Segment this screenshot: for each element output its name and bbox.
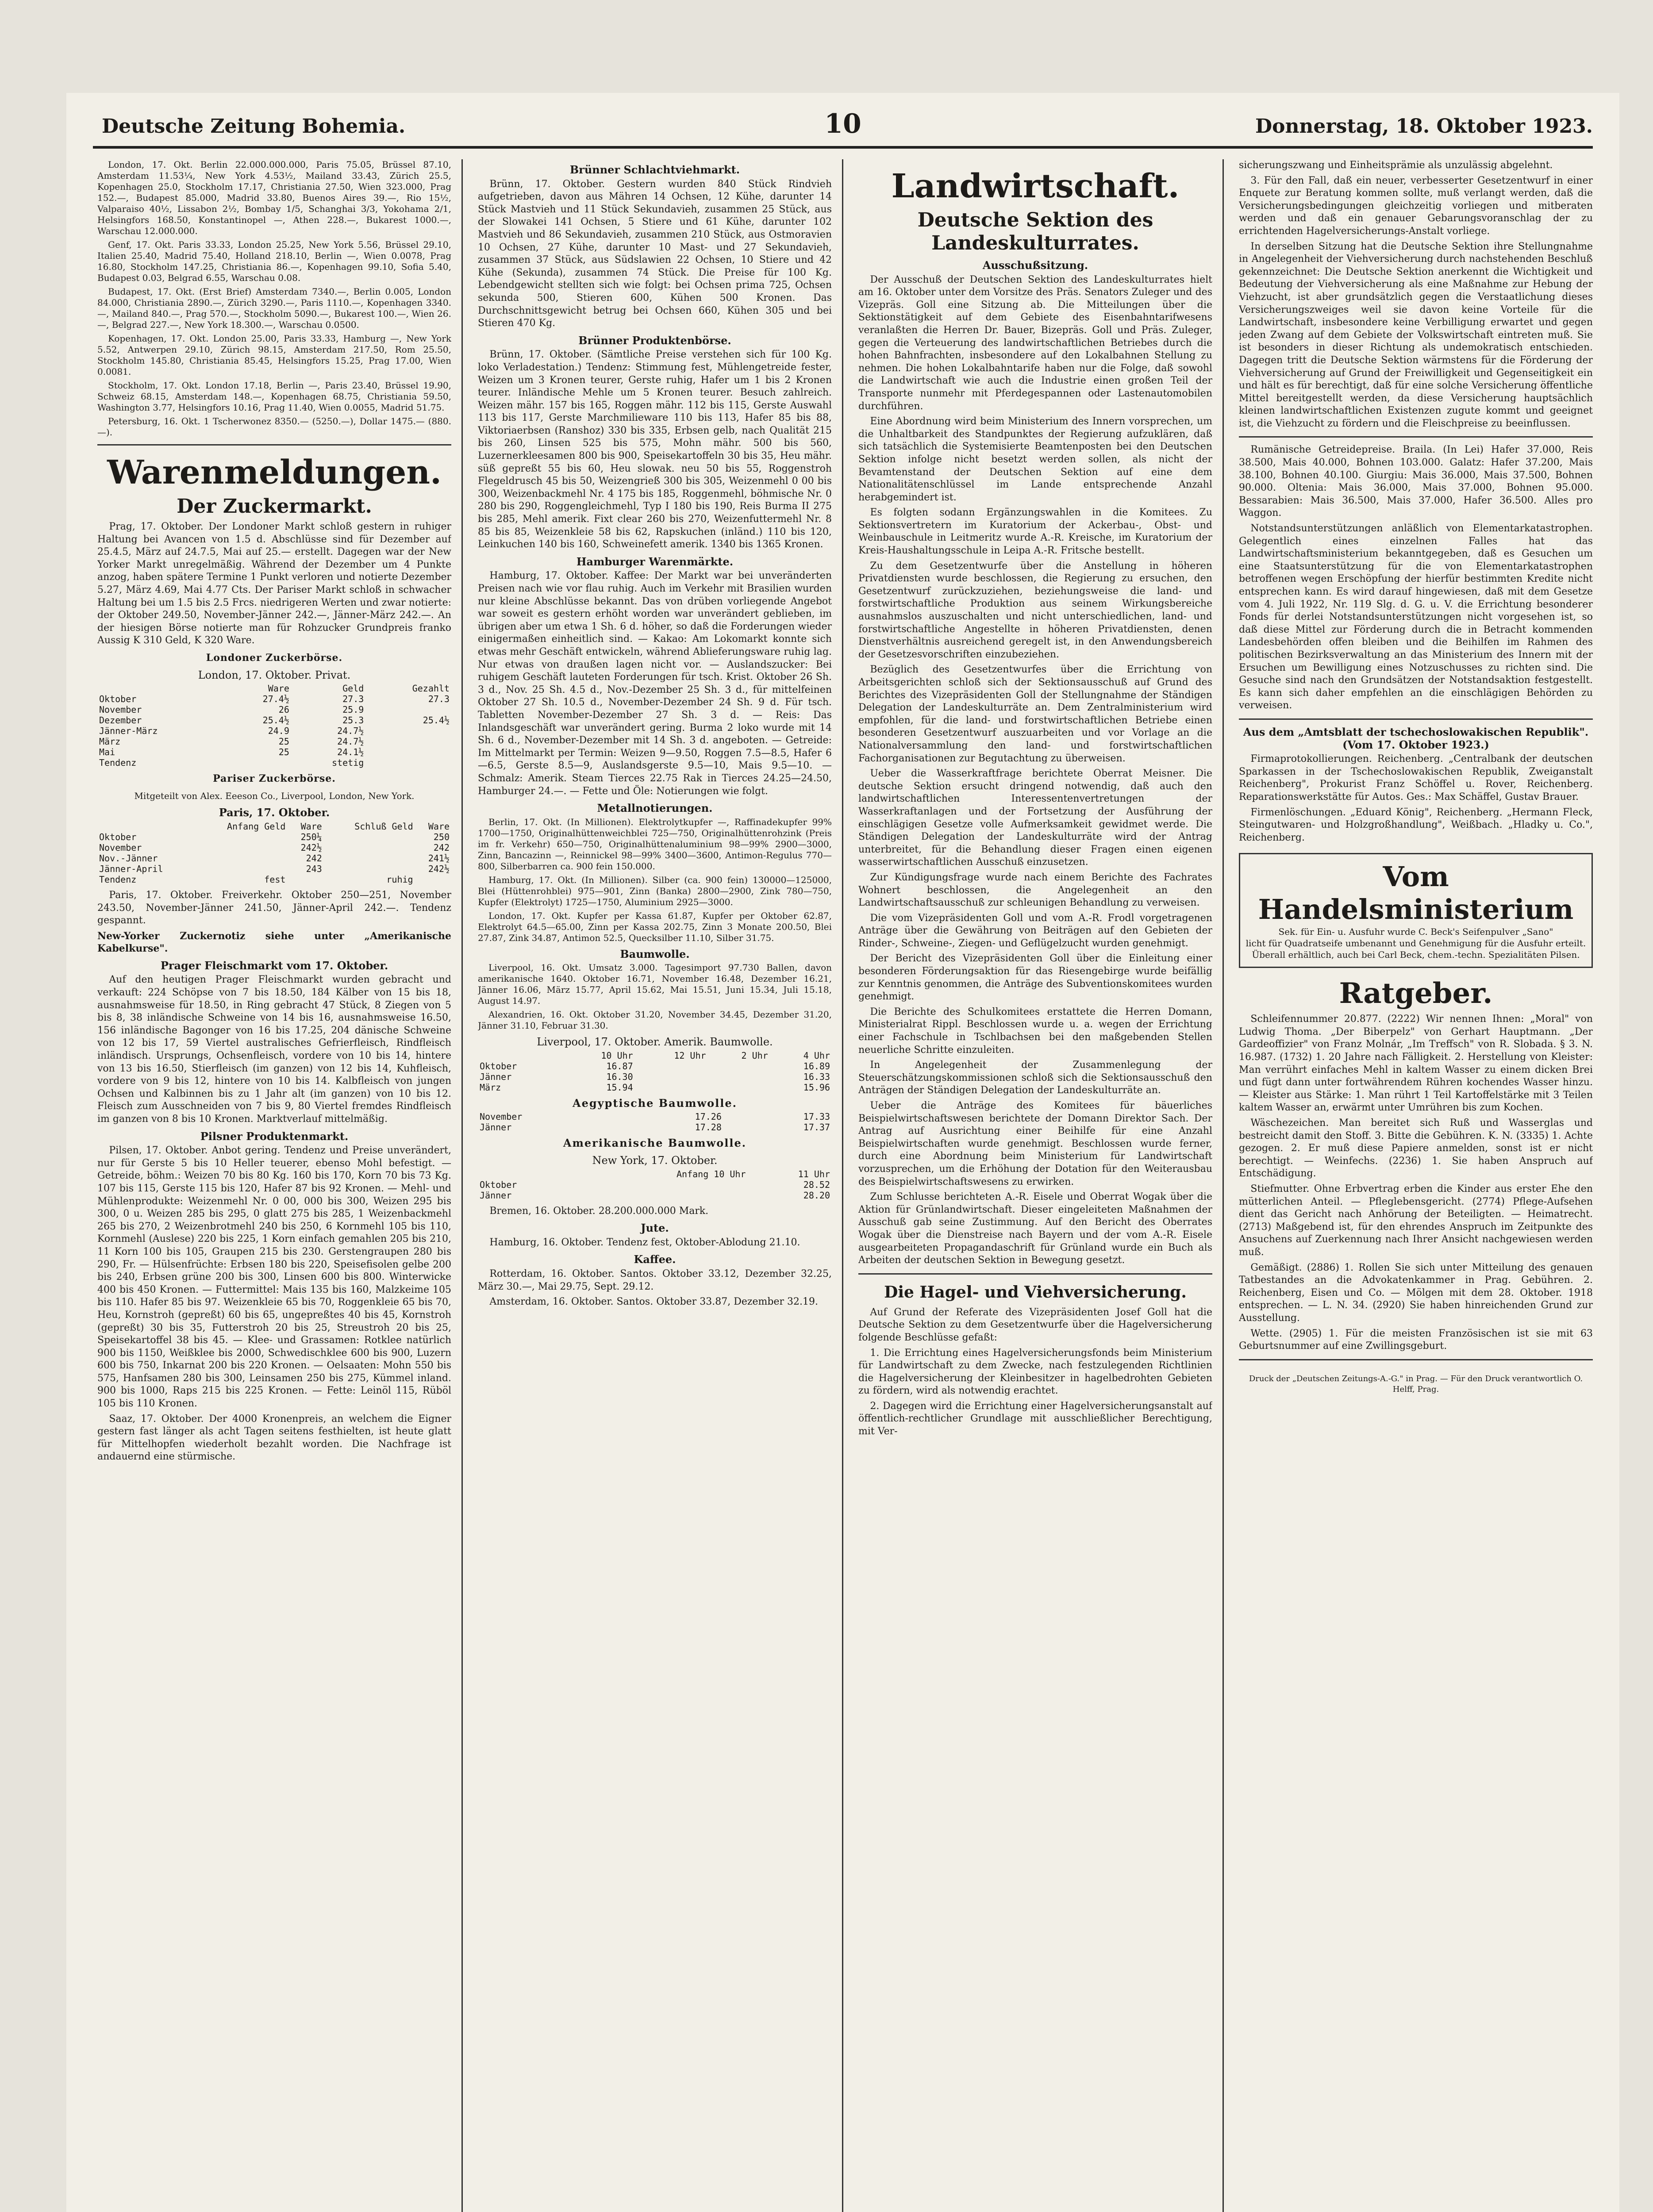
article-paragraph: Auf Grund der Referate des Vizepräsidenten Josef Goll hat die Deutsche Sektion zu dem Gesetzentwurfe über die Hagelversicherung folgende Beschlüsse gefaßt: [858, 1306, 1212, 1343]
table-cell: Nov.-Jänner [99, 853, 158, 864]
article-paragraph: Alexandrien, 16. Okt. Oktober 31.20, November 34.45, Dezember 31.20, Jänner 31.10, Februar 31.30. [478, 1009, 832, 1031]
table-row [97, 853, 451, 864]
table-cell: 17.33 [803, 1111, 830, 1122]
article-paragraph: Petersburg, 16. Okt. 1 Tscherwonez 8350.— (5250.—), Dollar 1475.— (880.—). [97, 416, 451, 438]
article-paragraph: Berlin, 17. Okt. (In Millionen). Elektrolytkupfer —, Raffinadekupfer 99% 1700—1750, Originalhüttenweichblei 725—750, Originalhüttenrohzink (Preis im fr. Verkehr) 650—750, Originalhüttenaluminium 98—99% 2900—3000, Zinn, Bancazinn —, Reinnickel 98—99% 3400—3600, Antimon-Regulus 770—800, Silberbarren ca. 900 fein 150.000. [478, 816, 832, 872]
table-row [97, 726, 451, 736]
table-cell [196, 853, 288, 864]
column-header [478, 1050, 562, 1061]
article-headline: Kaffee. [634, 1253, 676, 1266]
article-paragraph: Brünn, 17. Oktober. (Sämtliche Preise verstehen sich für 100 Kg. loko Verladestation.) Tendenz: Stimmung fest, Mühlengetreide fester, Weizen um 3 Kronen teurer, Gerste ruhig, Hafer um 1 bis 2 Kronen teurer. Inländische Mehle um 5 Kronen teurer. Besuch zahlreich. Weizen mähr. 157 bis 165, Roggen mähr. 112 bis 115, Gerste Auswahl 113 bis 117, Gerste Marchmilieware 110 bis 113, Hafer 85 bis 88, Viktoriaerbsen (Ranshoz) 330 bis 335, Erbsen gelb, nach Qualität 215 bis 260, Linsen 525 bis 575, Mohn mähr. 500 bis 560, Luzernerkleesamen 800 bis 900, Speisekartoffeln 30 bis 35, Heu mähr. süß gepreßt 55 bis 60, Heu slowak. neu 50 bis 55, Roggenstroh Flegeldrusch 45 bis 50, Weizengrieß 300 bis 305, Weizenmehl 0 00 bis 300, Weizenbackmehl Nr. 4 175 bis 185, Roggenmehl, böhmische Nr. 0 280 bis 290, Roggengleichmehl, Typ I 180 bis 190, Reis Burma II 275 bis 285, Mehl amerik. Fixt clear 260 bis 270, Weizenfuttermehl Nr. 8 85 bis 85, Weizenkleie 58 bis 62, Rapskuchen (inländ.) 110 bis 120, Leinkuchen 140 bis 160, Schweinefett amerik. 1340 bis 1365 Kronen. [478, 349, 832, 550]
table-cell: 28.20 [803, 1190, 830, 1201]
table-row [97, 842, 451, 853]
table-cell: 16.87 [606, 1060, 633, 1071]
table-subheading: Paris, 17. Oktober. [219, 806, 330, 819]
table-cell: 242½ [428, 863, 450, 874]
table-cell: 15.96 [803, 1082, 830, 1093]
table-row [97, 874, 451, 885]
table-cell: 24.7½ [337, 736, 364, 747]
article-paragraph: Budapest, 17. Okt. (Erst Brief) Amsterdam 7340.—, Berlin 0.005, London 84.000, Christiania 2890.—, Zürich 3290.—, Paris 1110.—, Kopenhagen 3340.—, Mailand 840.—, Prag 570.—, Stockholm 5090.—, Bukarest 100.—, Wien 26.—, Belgrad 227.—, New York 18.300.—, Warschau 0.0500. [97, 286, 451, 330]
article-paragraph: Saaz, 17. Oktober. Der 4000 Kronenpreis, an welchem die Eigner gestern fast länger als acht Tagen seitens festhielten, ist heute glatt für Mittelhopfen wiederholt bezahlt worden. Die Nachfrage ist andauernd eine stürmische. [97, 1413, 451, 1463]
article-headline: Prager Fleischmarkt vom 17. Oktober. [160, 959, 388, 972]
article-paragraph: Hamburg, 17. Oktober. Kaffee: Der Markt war bei unveränderten Preisen nach wie vor flau ruhig. Auch im Verkehr mit Brasilien wurden nur kleine Abschlüsse bekannt. Das von drüben vorliegende Angebot war soweit es gestern erhöht worden war unverändert geblieben, im übrigen aber um etwa 1 Sh. 6 d. höher, so daß die Forderungen wieder einigermaßen einheitlich sind. — Kakao: Am Lokomarkt konnte sich etwas mehr Geschäft entwickeln, während Ablieferungsware ruhig lag. Nur etwas von draußen lagen nicht vor. — Auslandszucker: Bei ruhigem Geschäft lauteten Forderungen für tsch. Krist. Oktober 26 Sh. 3 d., Nov. 25 Sh. 4.5 d., Nov.-Dezember 25 Sh. 3 d., für mittelfeinen Oktober 27 Sh. 10.5 d., November-Dezember 24 Sh. 9 d. Für tsch. Tabletten November-Dezember 27 Sh. 3 d. — Reis: Das Inlandsgeschäft war unverändert gering. Burma 2 loko wurde mit 14 Sh. 6 d., November-Dezember mit 14 Sh. 3 d. angeboten. — Getreide: Im Mittelmarkt per Termin: Weizen 9—9.50, Roggen 7.5—8.5, Hafer 6—6.5, Gerste 8.5—9, Auslandsgerste 9.5—10, Mais 9.5—10. — Schmalz: Amerik. Steam Tierces 22.75 Rak in Tierces 24.25—24.50, Hamburger 24.—. — Fette und Öle: Notierungen wie folgt. [478, 570, 832, 797]
masthead [66, 108, 1619, 146]
column-header: 4 Uhr [803, 1050, 830, 1061]
table-heading: Pariser Zuckerbörse. [213, 773, 336, 785]
page-number: 10 [824, 108, 861, 139]
table-cell: 15.94 [606, 1082, 633, 1093]
table-cell [365, 757, 451, 768]
table-cell: November [480, 1111, 523, 1122]
advertisement-text: Überall erhältlich, auch bei Carl Beck, chem.-techn. Spezialitäten Pilsen. [1252, 949, 1580, 960]
table-cell: 24.1½ [337, 747, 364, 758]
table-row [478, 1111, 832, 1122]
article-paragraph: Ueber die Wasserkraftfrage berichtete Oberrat Meisner. Die deutsche Sektion ersucht dringend notwendig, daß auch den landwirtschaftlichen Interessentenvertretungen der Wasserkraftanlagen und der Fortsetzung der Ausführung der einschlägigen Gesetze volle Aufmerksamkeit gewidmet werde. Die Ständigen Delegation der Landeskulturräte wird der Antrag unterbreitet, für die Behandlung dieser Fragen einen eigenen wasserwirtschaftlichen Ausschuß einzusetzen. [858, 768, 1212, 868]
table-cell: Oktober [99, 831, 137, 842]
column-3 [858, 159, 1212, 2212]
table-cell: Jänner-April [99, 863, 163, 874]
masthead-date: Donnerstag, 18. Oktober 1923. [1255, 115, 1593, 138]
table-cell [196, 842, 288, 853]
table-cell: Oktober [99, 694, 137, 705]
table-subheading: London, 17. Oktober. Privat. [198, 668, 351, 681]
table-cell [324, 864, 415, 874]
column-rule [461, 159, 463, 2212]
table-cell: fest [264, 874, 286, 885]
table-cell: 25 [278, 747, 289, 758]
section-divider [1239, 718, 1593, 720]
table-cell: März [480, 1082, 501, 1093]
column-header: Ware [428, 821, 450, 832]
article-paragraph: Schleifennummer 20.877. (2222) Wir nennen Ihnen: „Moral" von Ludwig Thoma. „Der Biberpelz" von Gerhart Hauptmann. „Der Gardeoffizier" von Franz Molnár, „Im Treffsch" von R. Slobada. § 3. N. 16.987. (1732) 1. 20 Jahre nach Fälligkeit. 2. Herstellung von Kleister: Man verrührt einfaches Mehl in kaltem Wasser zu einem dicken Brei und fügt dann unter fortwährendem Rühren kochendes Wasser hinzu. — Kleister aus Stärke: 1. Man rührt 1 Teil Kartoffelstärke mit 3 Teilen kaltem Wasser an, erwärmt unter Umrühren bis zum Kochen. [1239, 1014, 1593, 1114]
article-paragraph: Zur Kündigungsfrage wurde nach einem Berichte des Fachrates Wohnert beschlossen, die Angelegenheit an den Landwirtschaftsausschuß zur schleunigen Behandlung zu verweisen. [858, 872, 1212, 909]
table-cell: 28.52 [803, 1179, 830, 1190]
article-headline: Brünner Schlachtviehmarkt. [569, 163, 740, 176]
table-cell [708, 1082, 770, 1093]
table-cell [708, 1071, 770, 1082]
section-headline: Warenmeldungen. [107, 453, 442, 492]
article-headline: Pilsner Produktenmarkt. [200, 1129, 349, 1143]
table-cell [324, 832, 415, 842]
table-cell: 27.3 [428, 694, 450, 705]
table-cell: 250 [433, 831, 450, 842]
table-cell: 241½ [428, 853, 450, 864]
column-header: Anfang Geld [227, 821, 286, 832]
table-cell: 25.4½ [423, 715, 450, 726]
table-cell [708, 1061, 770, 1071]
table-cell: Tendenz [99, 757, 137, 768]
column-header [97, 683, 228, 694]
article-paragraph: Hamburg, 16. Oktober. Tendenz fest, Oktober-Ablodung 21.10. [489, 1237, 800, 1248]
advertisement-headline: Vom Handelsministerium [1258, 860, 1574, 926]
table-cell [365, 726, 451, 736]
article-paragraph: Gemäßigt. (2886) 1. Rollen Sie sich unter Mitteilung des genauen Tatbestandes an die Advokatenkammer in Prag. Gebühren. 2. Reichenberg, Eisen und Co. — Mölgen mit dem 28. Oktober. 1918 entsprechen. — L. N. 34. (2920) Sie haben hinreichenden Grund zur Ausstellung. [1239, 1262, 1593, 1324]
column-rule [1222, 159, 1224, 2212]
table-cell: 25 [278, 736, 289, 747]
table-cell [196, 864, 288, 874]
paris-sugar-table [97, 821, 451, 885]
article-paragraph: Pilsen, 17. Oktober. Anbot gering. Tendenz und Preise unverändert, nur für Gerste 5 bis 10 Heller teuerer, ebenso Mohl befestigt. — Getreide, böhm.: Weizen 70 bis 80 Kg. 160 bis 170, Korn 70 bis 73 Kg. 107 bis 115, Gerste 115 bis 120, Hafer 87 bis 92 Kronen. — Mehl- und Mühlenprodukte: Weizenmehl Nr. 0 00, 000 bis 300, Weizen 295 bis 300, 0 u. Weizen 285 bis 295, 0 glatt 275 bis 285, 1 Weizenbackmehl 265 bis 270, 2 Weizenbrotmehl 240 bis 250, 6 Kornmehl 105 bis 110, Kornmehl (Auslese) 220 bis 225, 1 Korn einfach gemahlen 205 bis 210, 11 Korn 100 bis 105, Graupen 215 bis 230. Gerstengraupen 280 bis 290, Fr. — Hülsenfrüchte: Erbsen 180 bis 220, Speisefisolen gelbe 200 bis 240, Erbsen grüne 200 bis 300, Linsen 600 bis 800. Winterwicke 400 bis 450 Kronen. — Futtermittel: Mais 135 bis 160, Malzkeime 105 bis 110. Hafer 85 bis 97. Weizenkleie 65 bis 70, Roggenkleie 65 bis 70, Heu, Kornstroh (gepreßt) 60 bis 65, ungepreßtes 40 bis 45, Kornstroh (gepreßt) 30 bis 35, Futterstroh 20 bis 25, Streustroh 20 bis 25, Speisekartoffel 38 bis 45. — Klee- und Grassamen: Rotklee natürlich 900 bis 1150, Weißklee bis 2000, Schwedischklee 600 bis 900, Luzern 600 bis 750, Inkarnat 200 bis 220 Kronen. — Oelsaaten: Mohn 550 bis 575, Hanfsamen 280 bis 300, Leinsamen 250 bis 275, Kümmel inland. 900 bis 1000, Raps 215 bis 225 Kronen. — Fette: Leinöl 115, Rüböl 105 bis 110 Kronen. [97, 1145, 451, 1409]
article-paragraph: Zum Schlusse berichteten A.-R. Eisele und Oberrat Wogak über die Aktion für Grünlandwirtschaft. Dieser eingeleiteten Maßnahmen der Ausschuß gab seine Zustimmung. Auf den Bericht des Oberrates Wogak über die Dienstreise nach Bayern und der vom A.-R. Eisele ausgearbeiteten Propagandaschrift für Grünland wurde ein Buch als Arbeiten der deutschen Sektion in Bewegung gesetzt. [858, 1191, 1212, 1266]
table-cell [415, 874, 451, 885]
cotton-prices [478, 962, 832, 1031]
article-headline: Die Hagel- und Viehversicherung. [884, 1283, 1187, 1302]
article-paragraph: Brünn, 17. Oktober. Gestern wurden 840 Stück Rindvieh aufgetrieben, davon aus Mähren 14 Ochsen, 12 Kühe, darunter 14 Stück Mastvieh und 11 Stück Sekundavieh, zusammen 25 Stück, aus der Slowakei 141 Ochsen, 5 Stiere und 61 Kühe, darunter 102 Mastvieh und 86 Sekundavieh, zusammen 210 Stück, aus Ostmoravien 10 Ochsen, 27 Kühe, darunter 10 Mast- und 27 Sekundavieh, zusammen 37 Stück, aus Südslawien 22 Ochsen, 10 Stiere und 42 Kühe (Sekunda), zusammen 74 Stück. Die Preise für 100 Kg. Lebendgewicht stellten sich wie folgt: bei Ochsen prima 725, Ochsen sekunda 500, Stieren 600, Kühen 500 Kronen. Das Durchschnittsgewicht betrug bei Ochsen 660, Kühen 305 und bei Stieren 470 Kg. [478, 178, 832, 329]
article-paragraph: Notstandsunterstützungen anläßlich von Elementarkatastrophen. Gelegentlich eines einzelnen Falles hat das Landwirtschaftsministerium bekanntgegeben, daß es Gesuchen um eine Staatsunterstützung für die von Elementarkatastrophen betroffenen wegen Erschöpfung der hierfür bestimmten Kredite nicht entsprechen kann. Es wird darauf hingewiesen, daß mit dem Gesetze vom 4. Juli 1922, Nr. 119 Slg. d. G. u. V. die Errichtung besonderer Fonds für derlei Notstandsunterstützungen nicht vorgesehen ist, so daß diese Mittel zur Förderung durch die in Betracht kommenden Landesbehörden offen bleiben und die Beihilfen im Rahmen des politischen Bezirksverwaltung an das Ministerium des Innern mit der Ersuchen um Bewilligung eines Notzuschusses zu richten sind. Die Gesuche sind nach den Grundsätzen der Notstandsaktion festgestellt. Es kann sich daher empfehlen an die einschlägigen Behörden zu verweisen. [1239, 523, 1593, 711]
table-cell [324, 842, 415, 853]
table-heading: Liverpool, 17. Oktober. Amerik. Baumwolle. [537, 1036, 773, 1048]
advertisement-text: licht für Quadratseife umbenannt und Genehmigung für die Ausfuhr erteilt. [1246, 938, 1586, 949]
article-paragraph: Genf, 17. Okt. Paris 33.33, London 25.25, New York 5.56, Brüssel 29.10, Italien 25.40, Madrid 75.40, Holland 218.10, Berlin —, Wien 0.0078, Prag 16.80, Stockholm 147.25, Christiania 86.—, Kopenhagen 99.10, Sofia 5.40, Budapest 0.03, Belgrad 6.55, Warschau 0.08. [97, 239, 451, 283]
article-paragraph: Zu dem Gesetzentwurfe über die Anstellung in höheren Privatdiensten wurde beschlossen, die Regierung zu ersuchen, den Gesetzentwurf zurückzuziehen, beziehungsweise die land- und forstwirtschaftliche Produktion aus seinem Wirkungsbereiche ausnahmslos auszuschalten und nicht unterschiedlichen, land- und forstwirtschaftliche Angestellte in höheren Privatdiensten, denen Dienstverhältnis ausreichend geregelt ist, in den Anwendungsbereich der Gesetzesvorschriften einzubeziehen. [858, 560, 1212, 660]
article-paragraph: Es folgten sodann Ergänzungswahlen in die Komitees. Zu Sektionsvertretern im Kuratorium der Ackerbau-, Obst- und Weinbauschule in Leitmeritz wurde A.-R. Kreische, im Kuratorium der Kreis-Haushaltungsschule in Leipa A.-R. Fritsche bestellt. [858, 507, 1212, 557]
table-cell [635, 1061, 708, 1071]
article-paragraph: Prag, 17. Oktober. Der Londoner Markt schloß gestern in ruhiger Haltung bei Avancen von 1.5 d. Abschlüsse sind für Dezember auf 25.4.5, März auf 24.7.5, Mai auf 25.— erstellt. Dagegen war der New Yorker Markt unregelmäßig. Während der Dezember um 4 Punkte anzog, haben spätere Termine 1 Punkt verloren und notierte Dezember 5.27, März 4.69, Mai 4.77 Cts. Der Pariser Markt schloß in schwacher Haltung bei um 1.5 bis 2.5 Frcs. niedrigeren Werten und zwar notierte: der Oktober 249.50, November-Jänner 242.—, Jänner-März 242.—. An der hiesigen Börse notierte man für Rohzucker Grundpreis franko Aussig K 310 Geld, K 320 Ware. [97, 521, 451, 646]
table-header-row [97, 683, 451, 694]
table-cell [723, 1122, 735, 1133]
table-cell: 16.30 [606, 1071, 633, 1082]
article-paragraph: Stiefmutter. Ohne Erbvertrag erben die Kinder aus erster Ehe den mütterlichen Anteil. — Pfleglebensgericht. (2774) Pflege-Aufsehen dient das Gericht nach Anhörung der Beteiligten. — Heimatrecht. (2713) Maßgebend ist, für den ehrendes Anspruch im Zeitpunkte des Ansuchens auf Zuerkennung nach Ihrer Ansicht nachgewiesen werden muß. [1239, 1183, 1593, 1258]
article-paragraph: Stockholm, 17. Okt. London 17.18, Berlin —, Paris 23.40, Brüssel 19.90, Schweiz 68.15, Amsterdam 148.—, Kopenhagen 68.75, Christiania 59.50, Washington 3.77, Helsingfors 10.16, Prag 11.40, Wien 0.0055, Madrid 51.75. [97, 380, 451, 413]
table-cell [287, 874, 323, 885]
table-header-row [478, 1169, 832, 1179]
egyptian-cotton-table [478, 1111, 832, 1133]
table-cell: Dezember [99, 715, 142, 726]
article-headline: Brünner Produktenbörse. [578, 334, 731, 347]
article-paragraph: Wette. (2905) 1. Für die meisten Französischen ist sie mit 63 Geburtsnummer auf eine Zwillingsgeburt. [1239, 1328, 1593, 1352]
article-paragraph: 1. Die Errichtung eines Hagelversicherungsfonds beim Ministerium für Landwirtschaft zu dem Zwecke, nach festzulegenden Richtlinien die Hagelversicherung der Kleinbesitzer in hagelbedrohten Gebieten zu fördern, wird als notwendig erachtet. [858, 1347, 1212, 1397]
table-cell: Oktober [480, 1060, 517, 1071]
section-divider [1239, 1359, 1593, 1360]
table-cell [365, 747, 451, 757]
article-paragraph: 3. Für den Fall, daß ein neuer, verbesserter Gesetzentwurf in einer Enquete zur Beratung kommen sollte, muß verlangt werden, daß die Versicherungsbedingungen gleichzeitig vorliegen und mitberaten werden und daß ein genauer Gebarungsvoranschlag der zu errichtenden Hagelversicherungs-Anstalt vorliege. [1239, 175, 1593, 237]
table-cell: 242½ [300, 842, 322, 853]
table-row [97, 747, 451, 757]
table-cell: Tendenz [99, 874, 137, 885]
table-cell: 17.37 [803, 1122, 830, 1133]
article-paragraph: Hamburg, 17. Okt. (In Millionen). Silber (ca. 900 fein) 130000—125000, Blei (Hüttenrohblei) 975—901, Zinn (Banka) 2800—2900, Zink 780—750, Kupfer (Elektrolyt) 1725—1750, Aluminium 2925—3000. [478, 874, 832, 907]
table-cell: 25.3 [342, 715, 364, 726]
table-cell [575, 1179, 748, 1190]
article-paragraph: Auf den heutigen Prager Fleischmarkt wurden gebracht und verkauft: 224 Schöpse von 7 bis 18.50, 184 Kälber von 15 bis 18, ausnahmsweise für 18.50, in Ring gebracht 47 Stück, 8 Ziegen von 5 bis 8, 38 inländische Schweine von 14 bis 16, ausnahmsweise 16.50, 156 inländische Bagonger von 16 bis 17.25, 204 dänische Schweine von 12 bis 17, 59 Viertel australisches Gefrierfleisch, Rindfleisch inländisch. Ursprungs, Ochsenfleisch, vordere von 10 bis 14, hintere von 13 bis 16.50, Stierfleisch (im ganzen) von 12 bis 14, Kuhfleisch, vordere von 9 bis 12, hintere von 10 bis 14. Kalbfleisch von jungen Ochsen und Kalbinnen bis zu 1 Jahr alt (im ganzen) von 10 bis 12. Fleisch zum Ausschneiden von 7 bis 9, 80 Viertel fremdes Rindfleisch im ganzen von 8 bis 10 Kronen. Marktverlauf mittelmäßig. [97, 974, 451, 1125]
article-paragraph: London, 17. Okt. Kupfer per Kassa 61.87, Kupfer per Oktober 62.87, Elektrolyt 64.5—65.00, Zinn per Kassa 202.75, Zinn 3 Monate 200.50, Blei 27.87, Zink 34.87, Antimon 52.5, Quecksilber 11.10, Silber 31.75. [478, 910, 832, 943]
table-cell: 250¼ [300, 831, 322, 842]
table-cell: März [99, 736, 121, 747]
london-sugar-table [97, 683, 451, 768]
article-headline: Deutsche Sektion des Landeskulturrates. [917, 209, 1153, 254]
column-4 [1239, 159, 1593, 2212]
article-subheading: Ausschußsitzung. [982, 259, 1088, 272]
article-paragraph: Der Bericht des Vizepräsidenten Goll über die Einleitung einer besonderen Förderungsaktion für das Riesengebirge wurde beifällig zur Kenntnis genommen, die Anträge des Subventionskomitees wurden genehmigt. [858, 953, 1212, 1002]
table-row [97, 864, 451, 874]
newspaper-page [66, 93, 1619, 2212]
metal-prices [478, 817, 832, 944]
table-heading: Aegyptische Baumwolle. [572, 1096, 737, 1110]
article-paragraph: Die Berichte des Schulkomitees erstattete die Herren Domann, Ministerialrat Rippl. Beschlossen wurde u. a. wegen der Errichtung einer Fachschule in Tschlbachsen bei den maßgebenden Stellen neuerliche Schritte einzuleiten. [858, 1006, 1212, 1056]
table-cell: 16.33 [803, 1071, 830, 1082]
table-cell: Oktober [480, 1179, 517, 1190]
table-cell [723, 1111, 735, 1122]
article-headline: Aus dem „Amtsblatt der tschechoslowakischen Republik". (Vom 17. Oktober 1923.) [1243, 725, 1589, 751]
table-cell: Jänner [480, 1071, 512, 1082]
table-cell [365, 736, 451, 747]
american-cotton-table [478, 1169, 832, 1201]
table-subheading: New York, 17. Oktober. [592, 1154, 718, 1167]
article-paragraph: Bezüglich des Gesetzentwurfes über die Errichtung von Arbeitsgerichten schloß sich der Sektionsausschuß auf Grund des Berichtes des Vizepräsidenten Goll der Stellungnahme der Ständigen Delegation der Landeskulturräte an. Dem Zentralministerium wird empfohlen, für die land- und forstwirtschaftlichen Betriebe einen besonderen Gesetzentwurf auszuarbeiten und vor Vorlage an die Nationalversammlung den land- und forstwirtschaftlichen Fachorganisationen zur Begutachtung zu überweisen. [858, 664, 1212, 764]
article-paragraph: sicherungszwang und Einheitsprämie als unzulässig abgelehnt. [1239, 160, 1553, 171]
table-subheading: Mitgeteilt von Alex. Eeeson Co., Liverpool, London, New York. [134, 790, 415, 801]
table-row [478, 1061, 832, 1071]
table-cell [575, 1190, 748, 1201]
masthead-title: Deutsche Zeitung Bohemia. [102, 115, 406, 138]
article-headline: Metallnotierungen. [597, 802, 713, 815]
table-row [97, 694, 451, 704]
table-cell: stetig [332, 757, 364, 768]
table-cell [324, 853, 415, 864]
article-paragraph: Der Ausschuß der Deutschen Sektion des Landeskulturrates hielt am 16. Oktober unter dem Vorsitze des Präs. Senators Zuleger und des Vizepräs. Goll eine Sitzung ab. Die Mitteilungen über die Sektionstätigkeit auf dem Gebiete des Eisenbahntarifwesens veranlaßten die Herren Dr. Bauer, Bizepräs. Goll und Präs. Zuleger, gegen die Verteuerung des landwirtschaftlichen Betriebes durch die hohen Bahnfrachten, insbesondere auf den Lokalbahnen Stellung zu nehmen. Die hohen Lokalbahntarife haben nur die Folge, daß sowohl die Landwirtschaft wie auch die Industrie einen großen Teil der Transporte nunmehr mit Pferdegespannen oder Lastenautomobilen durchführen. [858, 274, 1212, 412]
table-heading: Londoner Zuckerbörse. [206, 652, 343, 664]
section-divider [97, 444, 451, 445]
article-headline: Der Zuckermarkt. [177, 495, 372, 518]
article-paragraph: Rumänische Getreidepreise. Braila. (In Lei) Hafer 37.000, Reis 38.500, Mais 40.000, Bohnen 103.000. Galatz: Hafer 37.200, Mais 38.100, Bohnen 40.100. Giurgiu: Mais 36.000, Mais 37.500, Bohnen 90.000. Oltenia: Mais 36.000, Mais 37.000, Bohnen 95.000. Bessarabien: Mais 36.500, Mais 37.000, Hafer 36.500. Alles pro Waggon. [1239, 444, 1593, 519]
column-header: 12 Uhr [674, 1050, 706, 1061]
article-paragraph: 2. Dagegen wird die Errichtung einer Hagelversicherungsanstalt auf öffentlich-rechtlicher Grundlage mit ausschließlicher Berechtigung, mit Ver- [858, 1400, 1212, 1437]
table-cell [635, 1082, 708, 1093]
table-cell: 24.9 [268, 726, 289, 737]
table-row [97, 704, 451, 715]
article-paragraph: Die vom Vizepräsidenten Goll und vom A.-R. Frodl vorgetragenen Anträge über die Gewährung von Beiträgen auf den Gebieten der Rinder-, Schweine-, Ziegen- und Geflügelzucht wurden genehmigt. [858, 912, 1212, 949]
article-headline: Baumwolle. [620, 947, 690, 960]
article-paragraph: Paris, 17. Oktober. Freiverkehr. Oktober 250—251, November 243.50, November-Jänner 241.50, Jänner-April 242.—. Tendenz gespannt. [97, 889, 451, 926]
article-paragraph: Liverpool, 16. Okt. Umsatz 3.000. Tagesimport 97.730 Ballen, davon amerikanische 1640. Oktober 16.71, November 16.48, Dezember 16.21, Jänner 16.06, März 15.77, April 15.62, Mai 15.51, Juni 15.34, Juli 15.18, August 14.97. [478, 962, 832, 1006]
column-header: Ware [268, 683, 289, 694]
table-cell [196, 832, 288, 842]
table-cell: 243 [306, 863, 322, 874]
table-cell: 242 [433, 842, 450, 853]
table-cell: 17.28 [695, 1122, 722, 1133]
table-header-row [97, 821, 451, 832]
exchange-rates [97, 159, 451, 438]
article-paragraph: Firmaprotokollierungen. Reichenberg. „Centralbank der deutschen Sparkassen in der Tschechoslowakischen Republik, Zweiganstalt Reichenberg", Prokurist Franz Schöffel u. Rover, Reichenberg. Reparationswerkstätte für Autos. Ges.: Max Schäffel, Gustav Brauer. [1239, 753, 1593, 803]
table-row [478, 1122, 832, 1133]
section-divider [1239, 436, 1593, 438]
table-cell: Jänner [480, 1122, 512, 1133]
table-row [478, 1179, 832, 1190]
table-cell: 242 [306, 853, 322, 864]
column-header: Anfang 10 Uhr [676, 1168, 746, 1179]
column-header [478, 1169, 575, 1179]
section-divider [858, 1273, 1212, 1275]
table-heading: Amerikanische Baumwolle. [563, 1137, 747, 1150]
column-header: Gezahlt [412, 683, 450, 694]
article-headline: Hamburger Warenmärkte. [576, 555, 734, 568]
table-cell: November [99, 704, 142, 715]
column-header: Schluß Geld [354, 821, 413, 832]
table-cell: 25.4½ [262, 715, 289, 726]
table-cell: ruhig [386, 874, 413, 885]
article-paragraph: Kopenhagen, 17. Okt. London 25.00, Paris 33.33, Hamburg —, New York 5.52, Antwerpen 29.10, Zürich 98.15, Amsterdam 217.50, Rom 25.50, Stockholm 145.80, Christiania 85.45, Helsingfors 15.25, Prag 17.00, Wien 0.0081. [97, 333, 451, 377]
liverpool-cotton-table [478, 1050, 832, 1093]
table-row [97, 832, 451, 842]
column-1 [97, 159, 451, 2212]
printer-imprint: Druck der „Deutschen Zeitungs-A.-G." in Prag. — Für den Druck verantwortlich O. Helff, Prag. [1249, 1374, 1583, 1394]
table-row [97, 736, 451, 747]
table-row [478, 1082, 832, 1093]
table-cell: 27.4½ [262, 694, 289, 705]
table-cell: 24.7½ [337, 726, 364, 737]
column-header: 2 Uhr [741, 1050, 768, 1061]
table-cell: 16.89 [803, 1060, 830, 1071]
column-header [97, 821, 196, 832]
article-paragraph: Amsterdam, 16. Oktober. Santos. Oktober 33.87, Dezember 32.19. [489, 1296, 818, 1308]
column-header: 11 Uhr [798, 1168, 830, 1179]
article-paragraph: Rotterdam, 16. Oktober. Santos. Oktober 33.12, Dezember 32.25, März 30.—, Mai 29.75, Sept. 29.12. [478, 1268, 832, 1292]
column-header: 10 Uhr [601, 1050, 633, 1061]
section-headline: Ratgeber. [1339, 977, 1493, 1010]
table-row [478, 1190, 832, 1201]
table-cell: 25.9 [342, 704, 364, 715]
table-row [97, 715, 451, 726]
table-cell: 27.3 [342, 694, 364, 705]
article-paragraph: Firmenlöschungen. „Eduard König", Reichenberg. „Hermann Fleck, Steingutwaren- und Holzgroßhandlung", Weißbach. „Hladky u. Co.", Reichenberg. [1239, 806, 1593, 843]
section-headline: Landwirtschaft. [891, 167, 1180, 205]
column-header: Ware [300, 821, 322, 832]
article-paragraph: In derselben Sitzung hat die Deutsche Sektion ihre Stellungnahme in Angelegenheit der Viehversicherung durch nachstehenden Beschluß gekennzeichnet: Die Deutsche Sektion anerkennt die Wichtigkeit und Bedeutung der Viehversicherung als eine Maßnahme zur Hebung der Viehzucht, ist aber grundsätzlich gegen die Verstaatlichung dieses Versicherungszweiges weil sie davon keine Vorteile für die Landwirtschaft, insbesondere keine Verbilligung erwartet und gegen jeden Zwang auf dem Gebiete der Volkswirtschaft eintreten muß. Sie ist besonders in dieser Richtung als undemokratisch entschieden. Dagegen tritt die Deutsche Sektion wärmstens für die Förderung der Viehversicherung auf Grund der Freiwilligkeit und Gegenseitigkeit ein und hält es für berechtigt, daß für eine solche Versicherung öffentliche Mittel bereitgestellt werden, da diese Versicherung hauptsächlich kleinen landwirtschaftlichen Existenzen zugute kommt und geeignet ist, die Viehzucht zu fördern und die Fleischpreise zu beeinflussen. [1239, 241, 1593, 429]
table-row [478, 1071, 832, 1082]
article-paragraph: London, 17. Okt. Berlin 22.000.000.000, Paris 75.05, Brüssel 87.10, Amsterdam 11.53¼, New York 4.53½, Mailand 33.43, Zürich 25.5, Kopenhagen 25.0, Stockholm 17.17, Christiania 27.50, Wien 323.000, Prag 152.—, Budapest 85.000, Madrid 33.80, Buenos Aires 39.—, Rio 15½, Valparaiso 40½, Lissabon 2½, Bombay 1/5, Schanghai 3/3, Yokohama 2/1, Helsingfors 168.50, Konstantinopel —, Athen 228.—, Bukarest 1000.—, Warschau 12.000.000. [97, 159, 451, 236]
table-cell: Jänner-März [99, 726, 158, 737]
table-cell [635, 1071, 708, 1082]
article-paragraph: Wäschezeichen. Man bereitet sich Ruß und Wasserglas und bestreicht damit den Stoff. 3. Bitte die Gebühren. K. N. (3335) 1. Achte gezogen. 2. Er muß diese Papiere anmelden, sonst ist er nicht berechtigt. — Weinfechs. (2236) 1. Sie haben Anspruch auf Entschädigung. [1239, 1118, 1593, 1179]
table-cell [228, 757, 291, 768]
table-cell: November [99, 842, 142, 853]
table-cell: Mai [99, 747, 115, 758]
table-cell: Jänner [480, 1190, 512, 1201]
column-rule [842, 159, 843, 2212]
table-row [97, 757, 451, 768]
article-paragraph: Eine Abordnung wird beim Ministerium des Innern vorsprechen, um die Unhaltbarkeit des Standpunktes der Regierung aufzuklären, daß sich tatsächlich die Systemisierte Beamtenposten bei den Deutschen Sektion infolge nicht besetzt werden sollen, als nicht der Bevamtenstand der Deutschen Sektion auf eine dem Nationalitätenschlüssel im Lande entsprechende Anzahl herabgemindert ist. [858, 416, 1212, 503]
advertisement-box [1239, 853, 1593, 968]
column-2 [478, 159, 832, 2212]
table-cell: 26 [278, 704, 289, 715]
table-cell [365, 704, 451, 715]
article-paragraph: Ueber die Anträge des Komitees für bäuerliches Beispielwirtschaftswesen berichtete der Domann Direktor Sach. Der Antrag auf Ausrichtung einer Beihilfe für eine Anzahl Beispielwirtschaften wurde genehmigt. Beschlossen wurde ferner, durch eine Abordnung beim Ministerium für Landwirtschaft vorzusprechen, um die Erhöhung der Dotation für den Weiterausbau des Beispielwirtschaftswesens zu erwirken. [858, 1100, 1212, 1187]
article-paragraph: New-Yorker Zuckernotiz siehe unter „Amerikanische Kabelkurse". [97, 930, 451, 955]
masthead-rule [93, 146, 1593, 149]
article-headline: Jute. [641, 1221, 669, 1235]
column-header: Geld [342, 683, 364, 694]
article-paragraph: In Angelegenheit der Zusammenlegung der Steuerschätzungskommissionen schloß sich die Sektionsausschuß den Anträgen der Ständigen Delegation der Landeskulturräte an. [858, 1060, 1212, 1096]
table-header-row [478, 1050, 832, 1061]
table-cell: 17.26 [695, 1111, 722, 1122]
advertisement-text: Sek. für Ein- u. Ausfuhr wurde C. Beck's Seifenpulver „Sano" [1278, 926, 1553, 937]
article-paragraph: Bremen, 16. Oktober. 28.200.000.000 Mark. [489, 1205, 709, 1217]
